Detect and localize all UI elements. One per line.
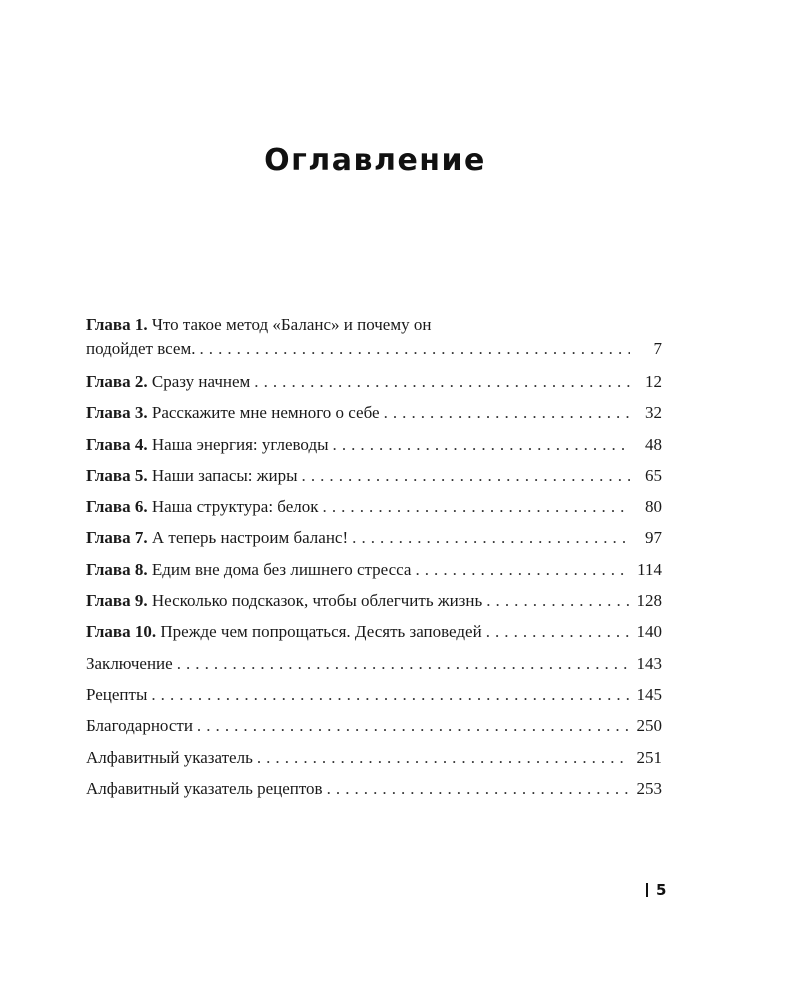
toc-entry-chapter-7[interactable] [86,522,662,553]
dot-leader [486,585,630,616]
toc-entry-chapter-2[interactable] [86,366,662,397]
toc-entry-recipes[interactable] [86,679,662,710]
dot-leader [486,616,630,647]
table-of-contents [86,310,662,804]
toc-entry-chapter-8[interactable] [86,554,662,585]
toc-entry-conclusion[interactable] [86,648,662,679]
toc-entry-title: Наша энергия: углеводы [151,434,329,454]
toc-entry-label: Глава 5. [86,465,148,485]
page-title: Оглавление [264,143,486,178]
dot-leader [199,337,630,361]
dot-leader [257,742,630,773]
toc-entry-page: 145 [636,684,662,704]
toc-entry-title: Рецепты [86,684,148,704]
toc-entry-title: Благодарности [86,716,193,736]
toc-entry-label: Глава 4. [86,434,148,454]
toc-entry-recipe-index[interactable] [86,773,662,804]
dot-leader [333,429,630,460]
toc-entry-label: Глава 6. [86,497,148,517]
toc-entry-title: Наши запасы: жиры [151,465,298,485]
toc-entry-chapter-10[interactable] [86,616,662,647]
toc-entry-chapter-4[interactable] [86,429,662,460]
toc-entry-page: 32 [645,403,662,423]
dot-leader [327,773,630,804]
toc-entry-chapter-6[interactable] [86,491,662,522]
toc-entry-page: 250 [636,716,662,736]
toc-entry-chapter-3[interactable] [86,397,662,428]
toc-entry-title-line1: Что такое метод «Баланс» и почему он [151,315,432,334]
toc-entry-title: А теперь настроим баланс! [151,528,349,548]
toc-entry-title: Наша структура: белок [151,497,319,517]
dot-leader [352,522,630,553]
toc-entry-label: Глава 8. [86,559,148,579]
toc-entry-title: Несколько подсказок, чтобы облегчить жизнь [151,591,483,611]
toc-entry-chapter-1[interactable] [86,313,662,361]
toc-entry-title: Заключение [86,653,173,673]
toc-entry-page: 7 [653,339,662,358]
dot-leader [177,648,630,679]
toc-entry-page: 80 [645,497,662,517]
toc-entry-label: Глава 2. [86,372,148,391]
dot-leader [384,397,630,428]
toc-entry-page: 65 [645,465,662,485]
toc-entry-acknowledgements[interactable] [86,710,662,741]
toc-entry-title: Алфавитный указатель [86,747,253,767]
toc-entry-title: подойдет всем. [86,339,196,358]
toc-entry-page: 143 [636,653,662,673]
footer-divider [646,883,648,897]
toc-entry-title: Расскажите мне немного о себе [151,403,380,423]
toc-entry-label: Глава 7. [86,528,148,548]
dot-leader [197,710,630,741]
toc-entry-title: Сразу начнем [151,372,251,391]
toc-entry-page: 140 [636,622,662,642]
toc-entry-page: 114 [637,559,662,579]
toc-entry-label: Глава 10. [86,622,157,642]
toc-entry-page: 48 [645,434,662,454]
toc-entry-chapter-5[interactable] [86,460,662,491]
toc-entry-page: 12 [645,372,662,391]
dot-leader [302,460,630,491]
toc-entry-page: 128 [636,591,662,611]
toc-entry-chapter-9[interactable] [86,585,662,616]
page-number: 5 [656,881,667,899]
toc-entry-label: Глава 3. [86,403,148,423]
toc-entry-page: 253 [636,778,662,798]
dot-leader [415,554,630,585]
dot-leader [254,366,630,397]
dot-leader [151,679,630,710]
toc-entry-page: 251 [636,747,662,767]
dot-leader [323,491,630,522]
toc-entry-title: Алфавитный указатель рецептов [86,778,323,798]
toc-entry-label: Глава 1. [86,315,148,334]
toc-entry-title: Едим вне дома без лишнего стресса [151,559,412,579]
page-footer [646,881,666,899]
toc-entry-index[interactable] [86,742,662,773]
toc-entry-page: 97 [645,528,662,548]
toc-entry-label: Глава 9. [86,591,148,611]
toc-entry-title: Прежде чем попрощаться. Десять заповедей [160,622,482,642]
